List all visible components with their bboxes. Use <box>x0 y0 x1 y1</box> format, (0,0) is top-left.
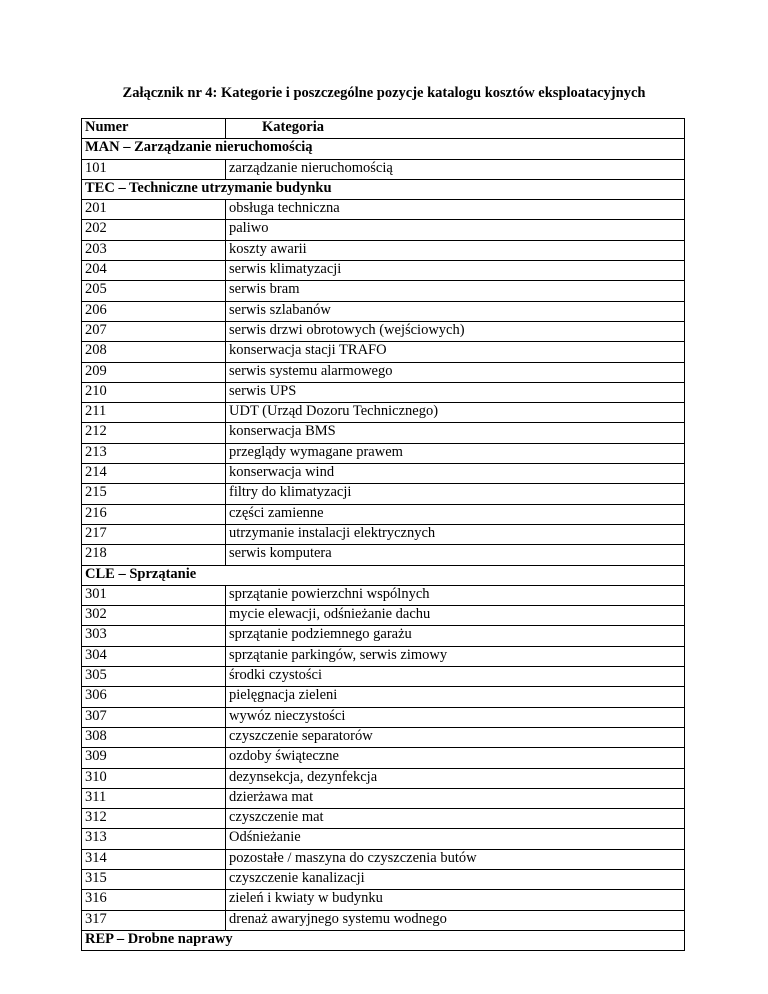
table-row <box>82 910 685 930</box>
cost-catalog-table <box>81 118 685 951</box>
header-kategoria <box>226 119 685 139</box>
item-code: 214 <box>82 464 226 484</box>
table-row <box>82 545 685 565</box>
item-label: dzierżawa mat <box>226 788 685 808</box>
item-code: 203 <box>82 240 226 260</box>
table-row <box>82 646 685 666</box>
category-row <box>82 565 685 585</box>
item-code: 201 <box>82 200 226 220</box>
table-row <box>82 484 685 504</box>
item-label: sprzątanie powierzchni wspólnych <box>226 585 685 605</box>
item-label: koszty awarii <box>226 240 685 260</box>
item-label: serwis klimatyzacji <box>226 261 685 281</box>
item-code: 210 <box>82 382 226 402</box>
item-label: obsługa techniczna <box>226 200 685 220</box>
category-heading: MAN – Zarządzanie nieruchomością <box>82 139 685 159</box>
category-row <box>82 139 685 159</box>
item-label: UDT (Urząd Dozoru Technicznego) <box>226 403 685 423</box>
item-label: wywóz nieczystości <box>226 707 685 727</box>
table-row <box>82 261 685 281</box>
item-code: 216 <box>82 504 226 524</box>
table-row <box>82 626 685 646</box>
item-label: ozdoby świąteczne <box>226 748 685 768</box>
item-code: 212 <box>82 423 226 443</box>
item-code: 315 <box>82 869 226 889</box>
table-row <box>82 748 685 768</box>
item-code: 215 <box>82 484 226 504</box>
item-label: paliwo <box>226 220 685 240</box>
item-label: Odśnieżanie <box>226 829 685 849</box>
item-label: drenaż awaryjnego systemu wodnego <box>226 910 685 930</box>
item-label: serwis systemu alarmowego <box>226 362 685 382</box>
table-row <box>82 768 685 788</box>
item-label: konserwacja stacji TRAFO <box>226 342 685 362</box>
item-code: 317 <box>82 910 226 930</box>
item-code: 310 <box>82 768 226 788</box>
item-code: 101 <box>82 159 226 179</box>
table-row <box>82 829 685 849</box>
item-label: pozostałe / maszyna do czyszczenia butów <box>226 849 685 869</box>
table-row <box>82 890 685 910</box>
item-code: 208 <box>82 342 226 362</box>
item-code: 306 <box>82 687 226 707</box>
item-label: serwis szlabanów <box>226 301 685 321</box>
table-row <box>82 585 685 605</box>
item-label: serwis drzwi obrotowych (wejściowych) <box>226 321 685 341</box>
table-header-row <box>82 119 685 139</box>
table-row <box>82 464 685 484</box>
item-code: 302 <box>82 606 226 626</box>
item-code: 218 <box>82 545 226 565</box>
header-kategoria-label: Kategoria <box>262 119 325 135</box>
item-label: środki czystości <box>226 667 685 687</box>
item-label: mycie elewacji, odśnieżanie dachu <box>226 606 685 626</box>
item-code: 213 <box>82 443 226 463</box>
item-code: 309 <box>82 748 226 768</box>
item-code: 307 <box>82 707 226 727</box>
item-label: utrzymanie instalacji elektrycznych <box>226 524 685 544</box>
table-row <box>82 687 685 707</box>
item-code: 303 <box>82 626 226 646</box>
item-code: 205 <box>82 281 226 301</box>
table-row <box>82 362 685 382</box>
item-label: przeglądy wymagane prawem <box>226 443 685 463</box>
item-label: zarządzanie nieruchomością <box>226 159 685 179</box>
category-row <box>82 179 685 199</box>
item-label: konserwacja BMS <box>226 423 685 443</box>
item-label: konserwacja wind <box>226 464 685 484</box>
item-code: 316 <box>82 890 226 910</box>
header-numer: Numer <box>82 119 226 139</box>
table-row <box>82 707 685 727</box>
table-row <box>82 504 685 524</box>
item-code: 304 <box>82 646 226 666</box>
item-code: 209 <box>82 362 226 382</box>
item-label: sprzątanie podziemnego garażu <box>226 626 685 646</box>
item-label: filtry do klimatyzacji <box>226 484 685 504</box>
table-row <box>82 281 685 301</box>
table-row <box>82 240 685 260</box>
item-code: 312 <box>82 809 226 829</box>
item-code: 204 <box>82 261 226 281</box>
item-code: 207 <box>82 321 226 341</box>
table-row <box>82 220 685 240</box>
item-code: 311 <box>82 788 226 808</box>
item-code: 301 <box>82 585 226 605</box>
table-row <box>82 849 685 869</box>
item-code: 202 <box>82 220 226 240</box>
item-code: 217 <box>82 524 226 544</box>
table-row <box>82 403 685 423</box>
item-code: 314 <box>82 849 226 869</box>
page-title: Załącznik nr 4: Kategorie i poszczególne pozycje katalogu kosztów eksploatacyjnych <box>122 85 646 101</box>
item-label: czyszczenie mat <box>226 809 685 829</box>
category-heading: TEC – Techniczne utrzymanie budynku <box>82 179 685 199</box>
table-row <box>82 606 685 626</box>
item-label: serwis bram <box>226 281 685 301</box>
item-label: serwis komputera <box>226 545 685 565</box>
category-row <box>82 930 685 950</box>
table-row <box>82 788 685 808</box>
item-code: 206 <box>82 301 226 321</box>
table-row <box>82 809 685 829</box>
item-label: dezynsekcja, dezynfekcja <box>226 768 685 788</box>
table-row <box>82 727 685 747</box>
item-label: pielęgnacja zieleni <box>226 687 685 707</box>
table-row <box>82 423 685 443</box>
item-label: sprzątanie parkingów, serwis zimowy <box>226 646 685 666</box>
table-row <box>82 443 685 463</box>
item-code: 308 <box>82 727 226 747</box>
item-label: czyszczenie kanalizacji <box>226 869 685 889</box>
table-row <box>82 301 685 321</box>
item-code: 305 <box>82 667 226 687</box>
table-row <box>82 159 685 179</box>
category-heading: REP – Drobne naprawy <box>82 930 685 950</box>
table-row <box>82 524 685 544</box>
category-heading: CLE – Sprzątanie <box>82 565 685 585</box>
item-label: części zamienne <box>226 504 685 524</box>
item-label: serwis UPS <box>226 382 685 402</box>
item-label: zieleń i kwiaty w budynku <box>226 890 685 910</box>
table-row <box>82 321 685 341</box>
item-code: 313 <box>82 829 226 849</box>
table-row <box>82 200 685 220</box>
table-row <box>82 382 685 402</box>
table-row <box>82 869 685 889</box>
table-row <box>82 667 685 687</box>
item-code: 211 <box>82 403 226 423</box>
table-row <box>82 342 685 362</box>
item-label: czyszczenie separatorów <box>226 727 685 747</box>
